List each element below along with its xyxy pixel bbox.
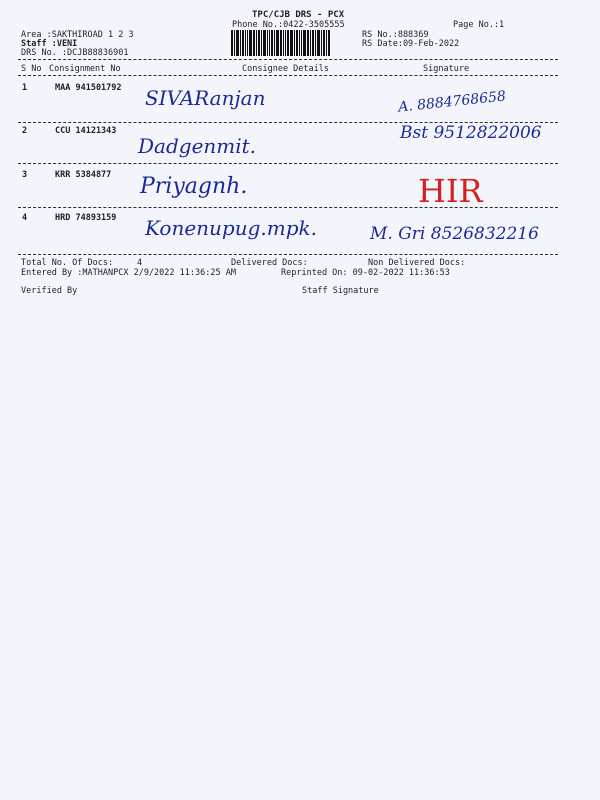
total-docs-value: 4 [137, 258, 143, 268]
delivered-docs: Delivered Docs: [231, 258, 308, 268]
divider [18, 59, 558, 60]
total-docs-label: Total No. Of Docs: [21, 258, 114, 268]
divider [18, 207, 558, 208]
column-header-signature: Signature [423, 64, 470, 74]
signature-handwriting: Bst 9512822006 [400, 123, 542, 143]
divider [18, 163, 558, 164]
row-consignment-no: MAA 941501792 [55, 83, 122, 93]
page-number: Page No.:1 [453, 20, 505, 30]
divider [18, 75, 558, 76]
area-field: Area :SAKTHIROAD 1 2 3 [21, 30, 134, 40]
column-header-consignment: Consignment No [49, 64, 121, 74]
reprinted-on: Reprinted On: 09-02-2022 11:36:53 [281, 268, 450, 278]
rs-date: RS Date:09-Feb-2022 [362, 39, 460, 49]
document-title: TPC/CJB DRS - PCX [252, 10, 345, 20]
row-sno: 2 [22, 126, 28, 136]
non-delivered-docs: Non Delivered Docs: [368, 258, 466, 268]
entered-by: Entered By :MATHANPCX 2/9/2022 11:36:25 AM [21, 268, 236, 278]
consignee-handwriting: Dadgenmit. [138, 134, 257, 158]
consignee-handwriting: Konenupug.mpk. [145, 216, 318, 240]
row-consignment-no: KRR 5384877 [55, 170, 112, 180]
row-sno: 3 [22, 170, 28, 180]
drs-number: DRS No. :DCJB88836901 [21, 48, 129, 58]
column-header-consignee: Consignee Details [242, 64, 329, 74]
signature-handwriting: M. Gri 8526832216 [370, 224, 539, 244]
rs-number: RS No.:888369 [362, 30, 429, 40]
consignee-handwriting: Priyagnh. [140, 174, 248, 199]
signature-handwriting: A. 8884768658 [397, 88, 507, 116]
barcode [231, 30, 355, 56]
row-consignment-no: HRD 74893159 [55, 213, 117, 223]
row-consignment-no: CCU 14121343 [55, 126, 117, 136]
divider [18, 254, 558, 255]
phone-number: Phone No.:0422-3505555 [232, 20, 345, 30]
row-sno: 4 [22, 213, 28, 223]
signature-handwriting: HIR [418, 172, 483, 210]
column-header-sno: S No [21, 64, 42, 74]
staff-field: Staff :VENI [21, 39, 78, 49]
verified-by-label: Verified By [21, 286, 78, 296]
row-sno: 1 [22, 83, 28, 93]
consignee-handwriting: SIVARanjan [145, 86, 266, 110]
staff-signature-label: Staff Signature [302, 286, 379, 296]
